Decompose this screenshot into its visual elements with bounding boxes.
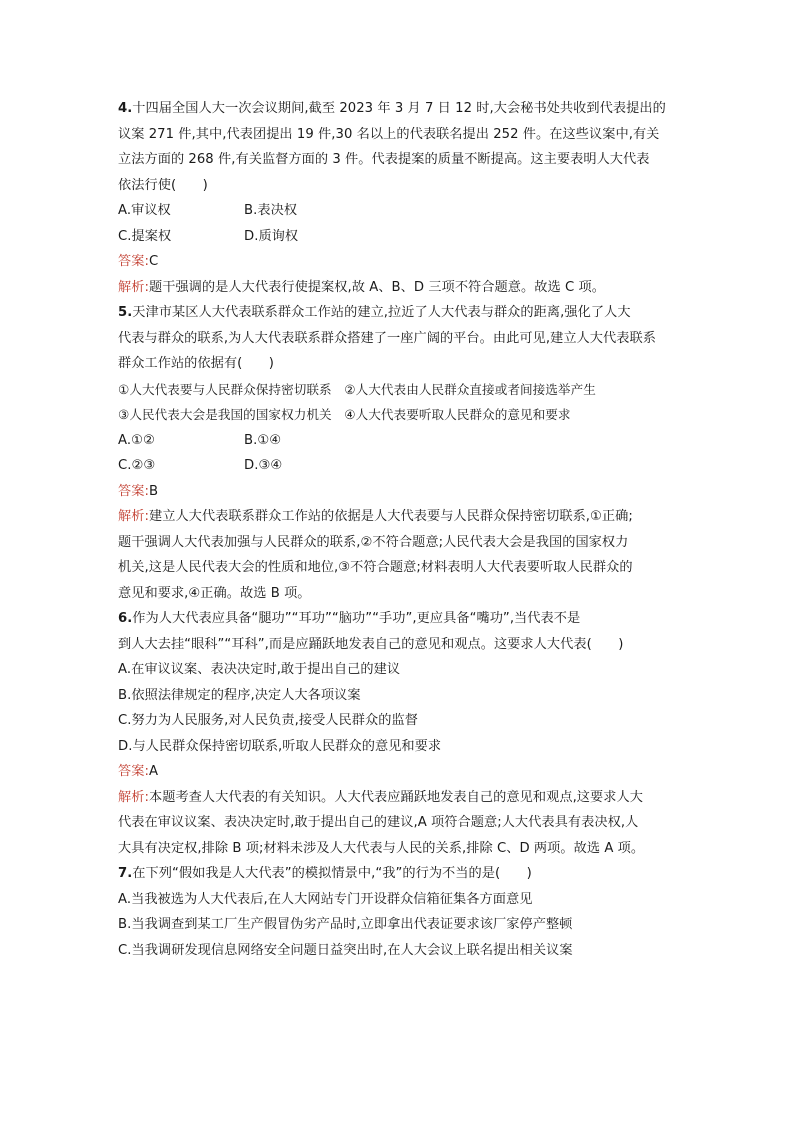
analysis-line: 意见和要求,④正确。故选 B 项。 xyxy=(118,585,311,601)
option-a: A.当我被选为人大代表后,在人大网站专门开设群众信箱征集各方面意见 xyxy=(118,891,533,907)
answer-label: 答案: xyxy=(118,254,149,269)
statement-line: ①人大代表要与人民群众保持密切联系 ②人大代表由人民群众直接或者间接选举产生 xyxy=(118,381,596,397)
answer-line xyxy=(118,479,678,505)
question-6 xyxy=(118,606,678,861)
options-row xyxy=(118,198,678,224)
option-a: A.审议权 xyxy=(118,203,171,218)
question-number: 6. xyxy=(118,611,133,626)
options-row xyxy=(118,224,678,250)
analysis-line: 解析:建立人大代表联系群众工作站的依据是人大代表要与人民群众保持密切联系,①正确; xyxy=(118,509,633,524)
option-b: B.①④ xyxy=(244,432,282,448)
option-a: A.①② xyxy=(118,432,155,448)
option-b: B.表决权 xyxy=(244,203,298,218)
answer-value: B xyxy=(148,483,159,499)
question-stem-line: 立法方面的 268 件,有关监督方面的 3 件。代表提案的质量不断提高。这主要表明人大代表 xyxy=(118,152,650,167)
options-row xyxy=(118,453,678,479)
analysis-label: 解析: xyxy=(118,789,149,805)
analysis-line: 题干强调人大代表加强与人民群众的联系,②不符合题意;人民代表大会是我国的国家权力 xyxy=(118,534,629,550)
statement-line: ③人民代表大会是我国的国家权力机关 ④人大代表要听取人民群众的意见和要求 xyxy=(118,407,571,422)
option-c: C.②③ xyxy=(118,458,156,473)
option-a: A.在审议议案、表决决定时,敢于提出自己的建议 xyxy=(118,662,401,677)
question-stem-line: 议案 271 件,其中,代表团提出 19 件,30 名以上的代表联名提出 252 件。在这些议案中,有关 xyxy=(118,126,660,142)
option-c: C.当我调研发现信息网络安全问题日益突出时,在人大会议上联名提出相关议案 xyxy=(118,942,573,958)
question-stem-line: 4.十四届全国人大一次会议期间,截至 2023 年 3 月 7 日 12 时,大会秘书处共收到代表提出的 xyxy=(118,101,666,116)
answer-label: 答案: xyxy=(118,764,149,779)
document-page xyxy=(118,96,678,963)
analysis-line: 代表在审议议案、表决决定时,敢于提出自己的建议,A 项符合题意;人大代表具有表决权,人 xyxy=(118,815,639,830)
question-stem-line: 6.作为人大代表应具备“腿功”“耳功”“脑功”“手功”,更应具备“嘴功”,当代表不是 xyxy=(118,611,581,626)
answer-value: C xyxy=(148,254,159,269)
question-4 xyxy=(118,96,678,300)
question-stem-line: 到人大去挂“眼科”“耳科”,而是应踊跃地发表自己的意见和观点。这要求人大代表( ) xyxy=(118,636,624,652)
analysis-label: 解析: xyxy=(118,279,149,295)
question-7 xyxy=(118,861,678,963)
analysis-line: 机关,这是人民代表大会的性质和地位,③不符合题意;材料表明人大代表要听取人民群众的 xyxy=(118,560,633,575)
analysis-line: 大具有决定权,排除 B 项;材料未涉及人大代表与人民的关系,排除 C、D 两项。故选 A 项。 xyxy=(118,840,645,856)
option-d: D.质询权 xyxy=(244,228,299,244)
analysis-label: 解析: xyxy=(118,509,149,524)
question-number: 5. xyxy=(118,305,133,320)
analysis-line: 解析:题干强调的是人大代表行使提案权,故 A、B、D 三项不符合题意。故选 C 项。 xyxy=(118,279,605,295)
question-number: 4. xyxy=(118,101,133,116)
question-5 xyxy=(118,300,678,606)
answer-label: 答案: xyxy=(118,483,149,499)
option-b: B.依照法律规定的程序,决定人大各项议案 xyxy=(118,687,361,703)
option-d: D.与人民群众保持密切联系,听取人民群众的意见和要求 xyxy=(118,738,442,754)
options-row xyxy=(118,428,678,454)
option-d: D.③④ xyxy=(244,458,283,473)
option-c: C.努力为人民服务,对人民负责,接受人民群众的监督 xyxy=(118,713,418,728)
question-stem-line: 5.天津市某区人大代表联系群众工作站的建立,拉近了人大代表与群众的距离,强化了人大 xyxy=(118,305,631,320)
answer-line xyxy=(118,759,678,785)
option-b: B.当我调查到某工厂生产假冒伪劣产品时,立即拿出代表证要求该厂家停产整顿 xyxy=(118,917,573,932)
question-stem-line: 依法行使( ) xyxy=(118,177,208,193)
analysis-line: 解析:本题考查人大代表的有关知识。人大代表应踊跃地发表自己的意见和观点,这要求人大 xyxy=(118,789,643,805)
option-c: C.提案权 xyxy=(118,228,172,244)
question-stem-line: 群众工作站的依据有( ) xyxy=(118,356,275,371)
answer-line xyxy=(118,249,678,275)
answer-value: A xyxy=(148,764,159,779)
question-stem-line: 代表与群众的联系,为人大代表联系群众搭建了一座广阔的平台。由此可见,建立人大代表联系 xyxy=(118,330,656,346)
question-number: 7. xyxy=(118,866,133,881)
question-stem-line: 7.在下列“假如我是人大代表”的模拟情景中,“我”的行为不当的是( ) xyxy=(118,866,532,881)
